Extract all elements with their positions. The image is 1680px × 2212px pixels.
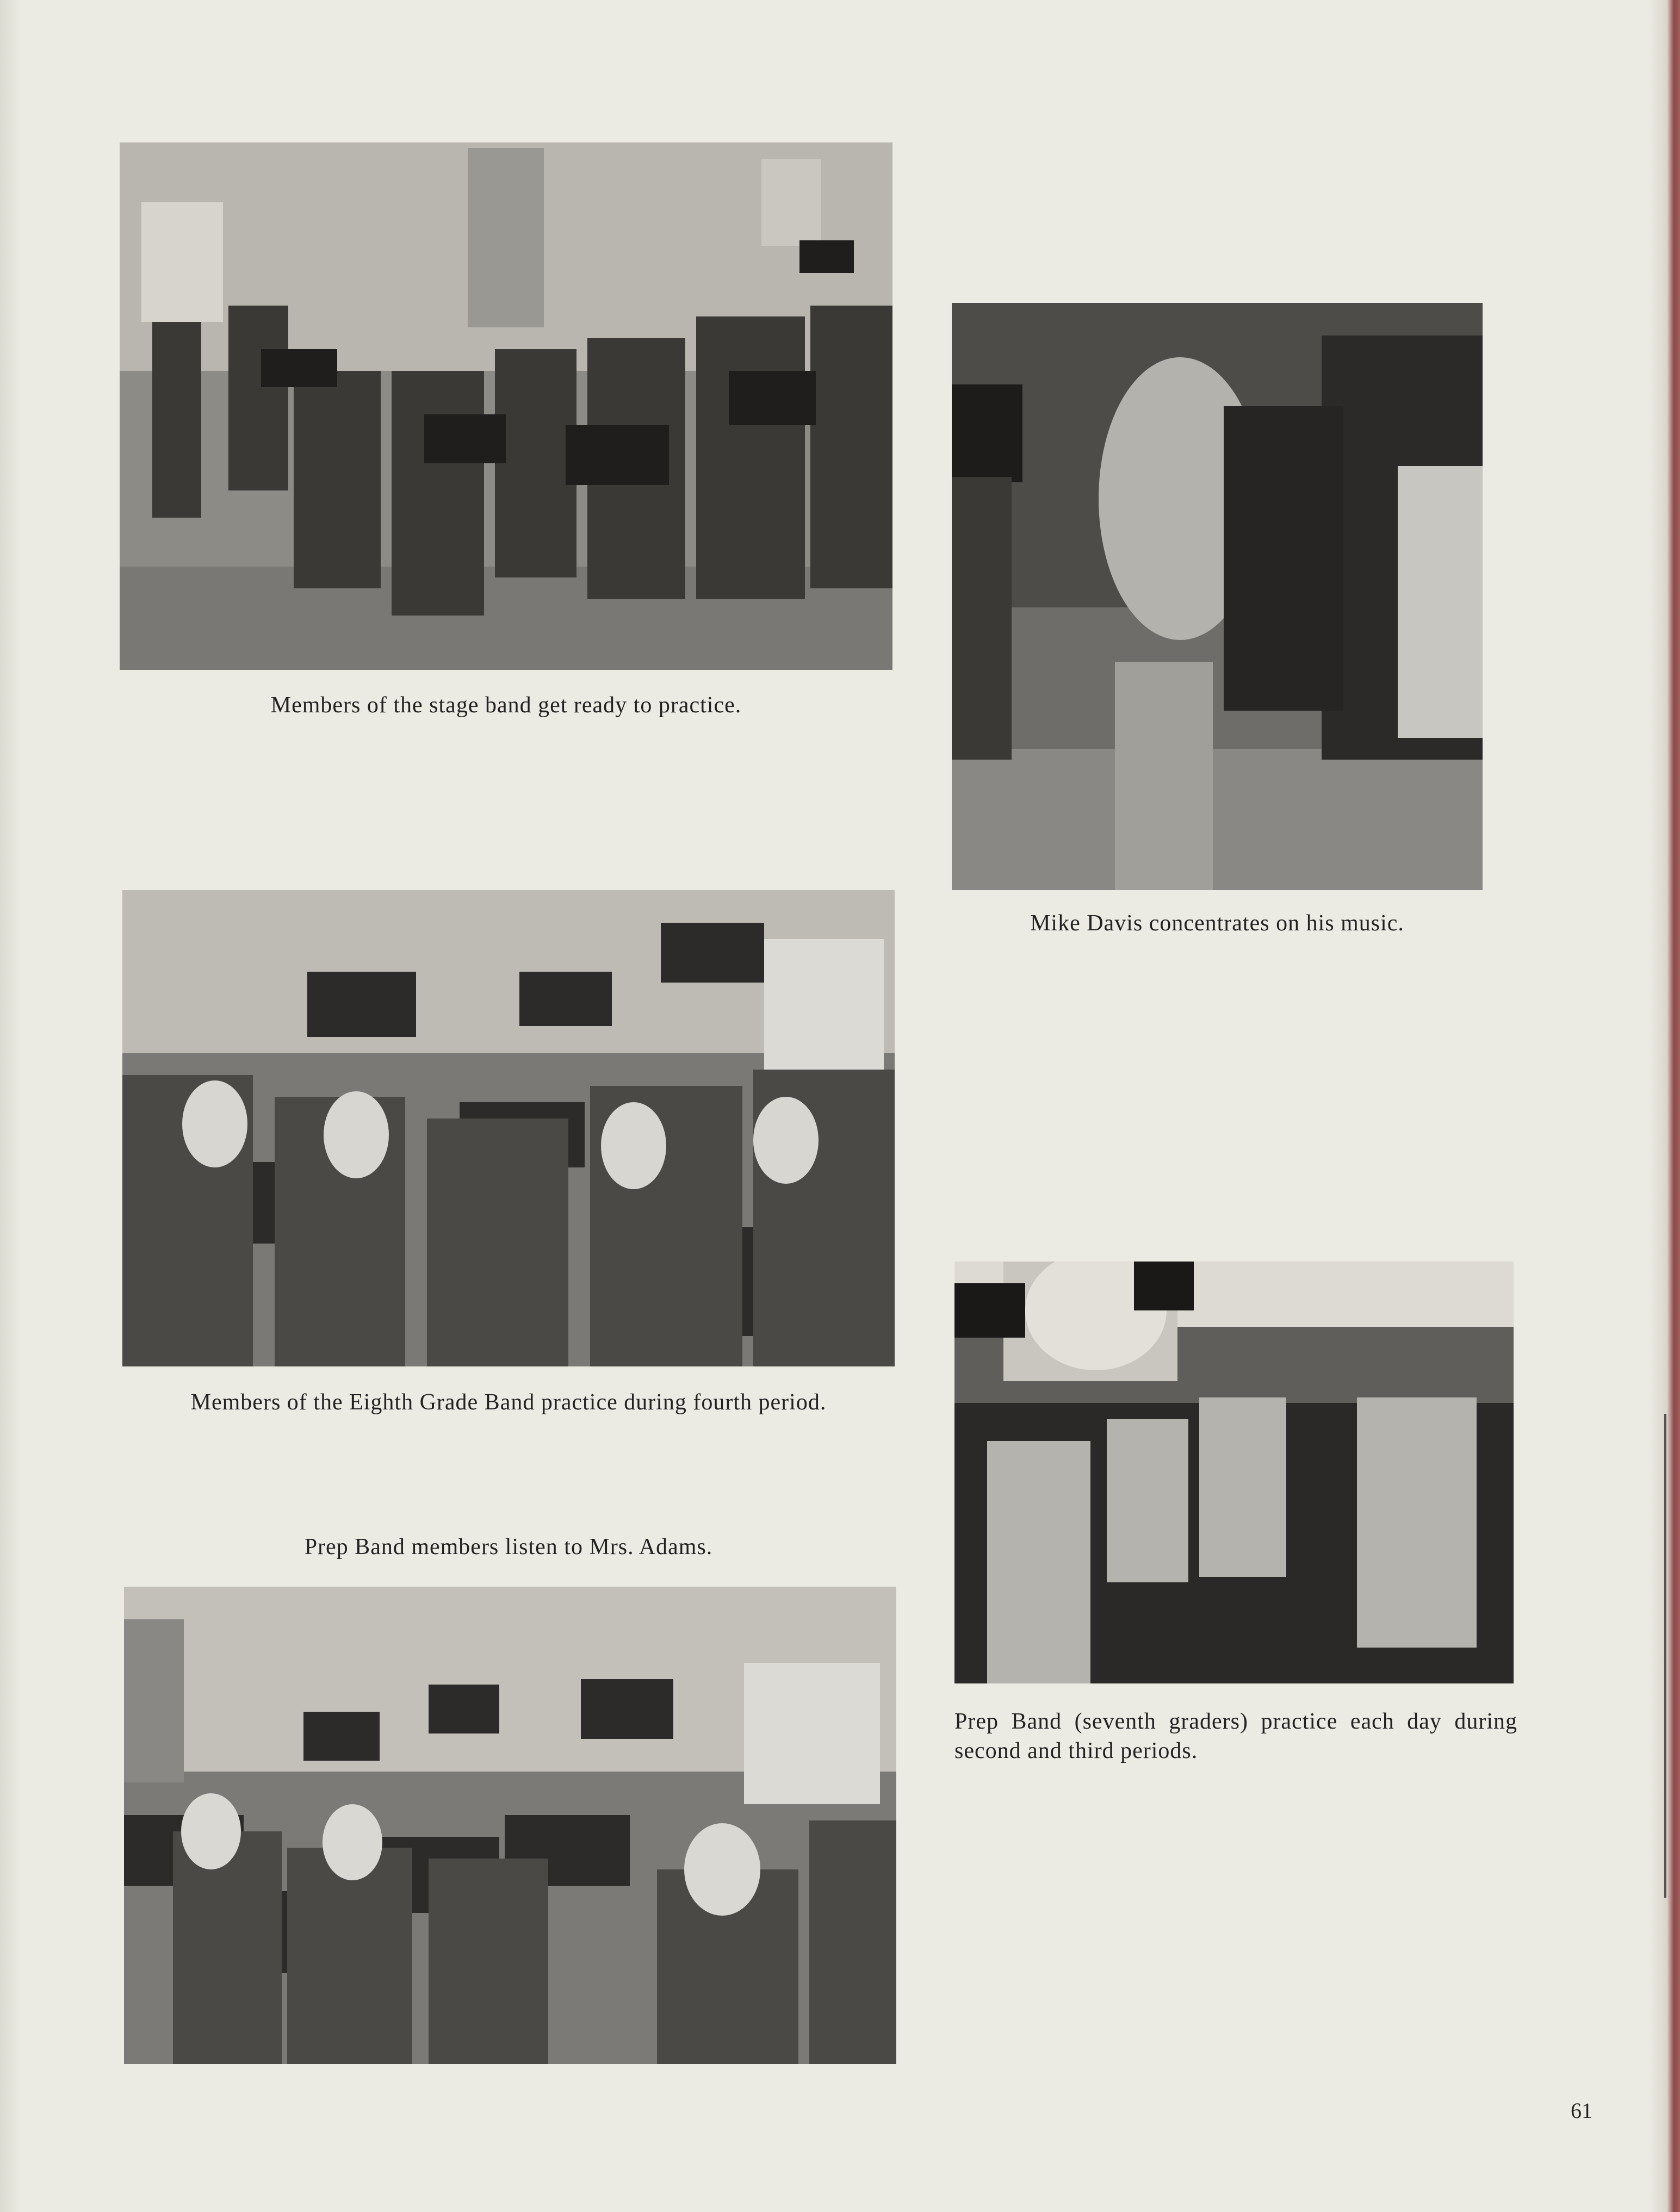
page-number: 61 (1571, 2098, 1592, 2123)
mike-davis-caption: Mike Davis concentrates on his music. (1030, 911, 1404, 936)
prep-band-seventh-photo (954, 1262, 1514, 1683)
prep-band-adams-caption: Prep Band members listen to Mrs. Adams. (304, 1534, 713, 1559)
eighth-grade-band-photo (122, 890, 895, 1366)
prep-band-seventh-caption: Prep Band (seventh graders) practice each day during second and third periods. (954, 1709, 1517, 1763)
stage-band-photo (120, 142, 892, 670)
page-tab-marker (1664, 1414, 1666, 1898)
prep-band-adams-photo (124, 1587, 896, 2064)
eighth-grade-band-caption: Members of the Eighth Grade Band practice during fourth period. (190, 1390, 827, 1415)
mike-davis-photo (952, 303, 1483, 890)
stage-band-caption: Members of the stage band get ready to practice. (270, 693, 742, 718)
